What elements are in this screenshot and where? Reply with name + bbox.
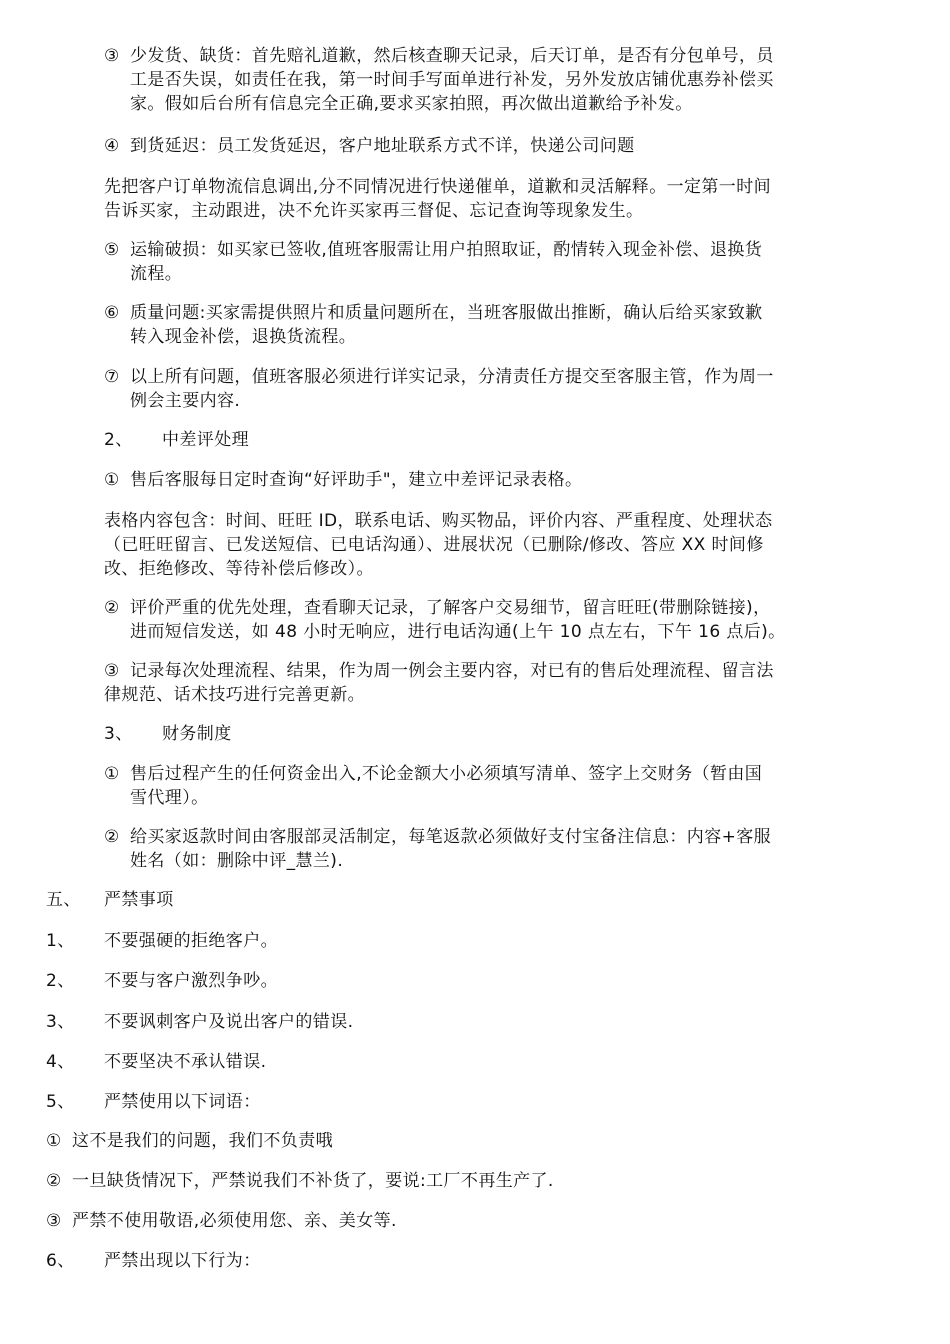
list-item	[104, 238, 762, 286]
body-paragraph	[104, 175, 771, 223]
item-text: 质量问题:买家需提供照片和质量问题所在，当班客服做出推断，确认后给买家致歉	[130, 303, 763, 323]
list-item	[46, 1249, 261, 1273]
item-text: 售后过程产生的任何资金出入,不论金额大小必须填写清单、签字上交财务（暂由国	[130, 764, 763, 784]
list-item	[46, 1129, 333, 1153]
item-text: 严禁使用以下词语：	[104, 1092, 261, 1112]
item-text: 不要与客户激烈争吵。	[104, 971, 278, 991]
section-title: 中差评处理	[162, 430, 249, 450]
item-marker: ⑦	[104, 367, 120, 387]
list-item	[46, 1010, 353, 1034]
paragraph-line: 改、拒绝修改、等待补偿后修改）。	[104, 559, 374, 579]
item-text: 雪代理）。	[130, 788, 209, 808]
item-marker: 1、	[46, 931, 75, 951]
item-text: 这不是我们的问题，我们不负责哦	[72, 1131, 333, 1151]
item-text: 严禁出现以下行为：	[104, 1251, 261, 1271]
list-item	[104, 762, 762, 810]
item-text: 到货延迟：员工发货延迟，客户地址联系方式不详，快递公司问题	[130, 136, 635, 156]
section-title: 严禁事项	[104, 890, 174, 910]
body-paragraph	[104, 509, 773, 581]
item-marker: ①	[104, 470, 120, 490]
list-item	[46, 929, 278, 953]
item-text: 记录每次处理流程、结果，作为周一例会主要内容，对已有的售后处理流程、留言法	[130, 661, 774, 681]
section-heading	[46, 888, 174, 912]
item-marker: ①	[104, 764, 120, 784]
section-heading	[104, 722, 232, 746]
item-text: 给买家返款时间由客服部灵活制定，每笔返款必须做好支付宝备注信息：内容+客服	[130, 827, 772, 847]
paragraph-line: 告诉买家，主动跟进，决不允许买家再三督促、忘记查询等现象发生。	[104, 201, 644, 221]
list-item	[46, 1169, 554, 1193]
item-marker: 3、	[46, 1012, 75, 1032]
list-item	[104, 468, 582, 492]
item-marker: ②	[46, 1171, 62, 1191]
item-text: 律规范、话术技巧进行完善更新。	[104, 685, 365, 705]
list-item	[104, 44, 774, 116]
list-item	[46, 1050, 266, 1074]
paragraph-line: 先把客户订单物流信息调出,分不同情况进行快递催单，道歉和灵活解释。一定第一时间	[104, 177, 772, 197]
paragraph-line: 表格内容包含：时间、旺旺 ID，联系电话、购买物品，评价内容、严重程度、处理状态	[104, 511, 773, 531]
section-number: 五、	[46, 890, 81, 910]
item-text: 家。假如后台所有信息完全正确,要求买家拍照，再次做出道歉给予补发。	[130, 94, 693, 114]
item-text: 严禁不使用敬语,必须使用您、亲、美女等.	[72, 1211, 397, 1231]
item-text: 不要讽刺客户及说出客户的错误.	[104, 1012, 354, 1032]
item-marker: ③	[104, 661, 120, 681]
item-text: 运输破损：如买家已签收,值班客服需让用户拍照取证，酌情转入现金补偿、退换货	[130, 240, 763, 260]
section-number: 2、	[104, 430, 133, 450]
item-text: 一旦缺货情况下，严禁说我们不补货了，要说:工厂不再生产了.	[72, 1171, 554, 1191]
list-item	[104, 134, 635, 158]
item-marker: 4、	[46, 1052, 75, 1072]
list-item	[104, 301, 763, 349]
item-marker: 2、	[46, 971, 75, 991]
item-marker: ⑤	[104, 240, 120, 260]
item-marker: 6、	[46, 1251, 75, 1271]
item-text: 售后客服每日定时查询“好评助手"，建立中差评记录表格。	[130, 470, 583, 490]
list-item	[104, 659, 774, 707]
list-item	[46, 1209, 397, 1233]
list-item	[46, 969, 278, 993]
paragraph-line: （已旺旺留言、已发送短信、已电话沟通）、进展状况（已删除/修改、答应 XX 时间修	[104, 535, 764, 555]
item-text: 少发货、缺货：首先赔礼道歉，然后核查聊天记录，后天订单，是否有分包单号，员	[130, 46, 774, 66]
item-text: 流程。	[130, 264, 183, 284]
section-number: 3、	[104, 724, 133, 744]
item-text: 不要坚决不承认错误.	[104, 1052, 267, 1072]
item-marker: 5、	[46, 1092, 75, 1112]
item-marker: ④	[104, 136, 120, 156]
item-marker: ①	[46, 1131, 62, 1151]
list-item	[46, 1090, 261, 1114]
item-text: 例会主要内容.	[130, 391, 241, 411]
item-text: 不要强硬的拒绝客户。	[104, 931, 278, 951]
item-text: 进而短信发送，如 48 小时无响应，进行电话沟通(上午 10 点左右，下午 16 点后)。	[130, 622, 786, 642]
item-text: 转入现金补偿，退换货流程。	[130, 327, 357, 347]
list-item	[104, 596, 786, 644]
item-marker: ③	[46, 1211, 62, 1231]
item-marker: ③	[104, 46, 120, 66]
item-text: 以上所有问题，值班客服必须进行详实记录，分清责任方提交至客服主管，作为周一	[130, 367, 774, 387]
item-marker: ②	[104, 827, 120, 847]
section-title: 财务制度	[162, 724, 232, 744]
section-heading	[104, 428, 249, 452]
item-marker: ②	[104, 598, 120, 618]
item-text: 姓名（如：删除中评_慧兰).	[130, 851, 344, 871]
item-text: 工是否失误，如责任在我，第一时间手写面单进行补发，另外发放店铺优惠券补偿买	[130, 70, 774, 90]
item-marker: ⑥	[104, 303, 120, 323]
list-item	[104, 365, 774, 413]
list-item	[104, 825, 771, 873]
item-text: 评价严重的优先处理，查看聊天记录，了解客户交易细节，留言旺旺(带删除链接)，	[130, 598, 771, 618]
